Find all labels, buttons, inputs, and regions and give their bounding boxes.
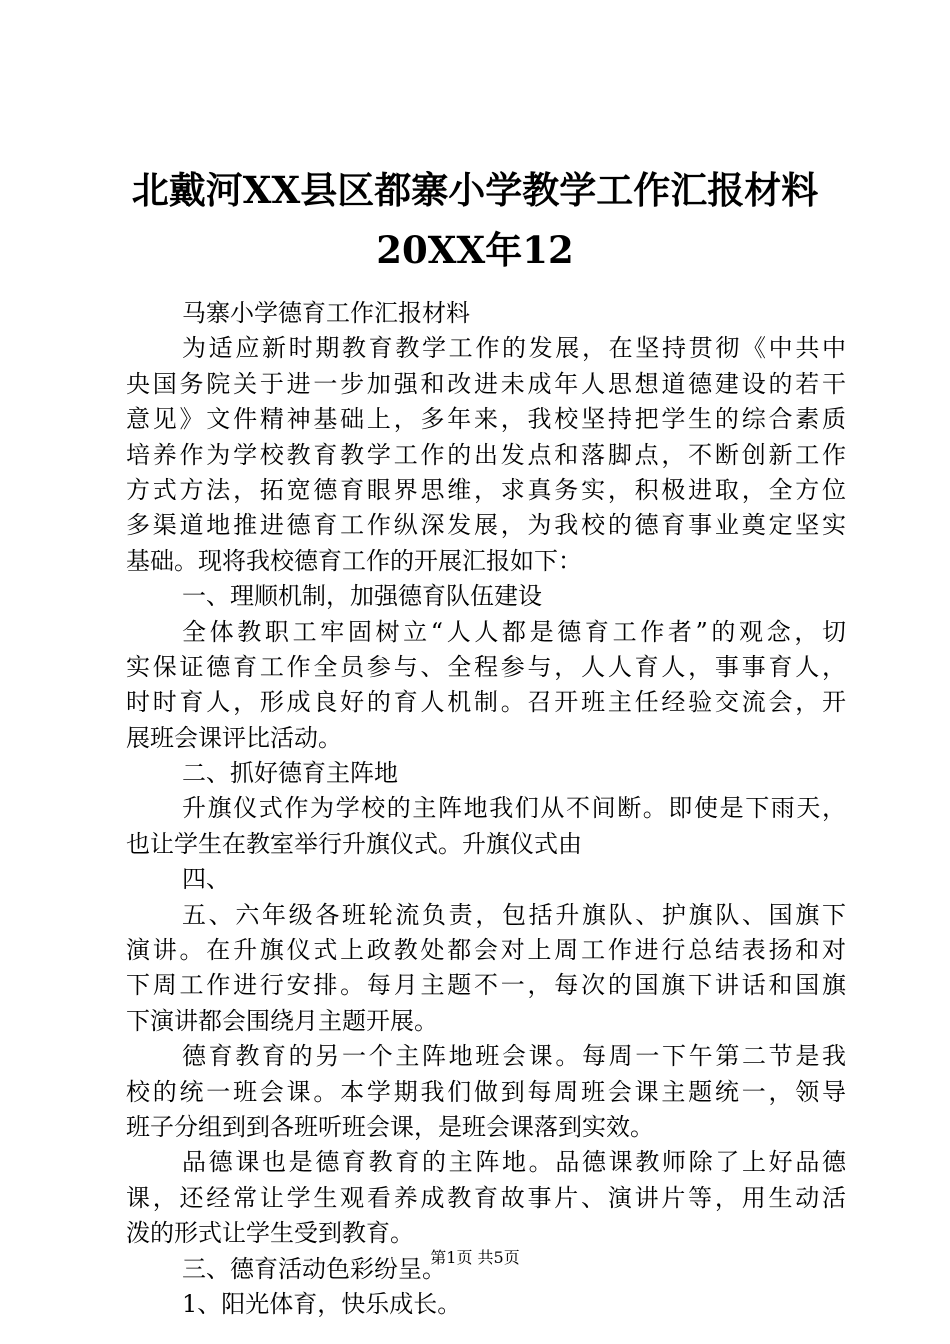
subsection-heading: 1、阳光体育，快乐成长。 [182, 1289, 462, 1318]
paragraph-heading: 马寨小学德育工作汇报材料 [182, 299, 470, 327]
paragraph-line: 五、六年级各班轮流负责，包括升旗队、护旗队、国旗下 [182, 900, 846, 929]
paragraph-line: 方式方法，拓宽德育眼界思维，求真务实，积极进取，全方位 [126, 475, 846, 504]
paragraph-line: 班子分组到到各班听班会课，是班会课落到实效。 [126, 1112, 654, 1141]
document-body [126, 296, 846, 1322]
paragraph-line: 展班会课评比活动。 [126, 723, 342, 752]
paragraph-line: 课，还经常让学生观看养成教育故事片、演讲片等，用生动活 [126, 1183, 846, 1212]
paragraph-line: 演讲。在升旗仪式上政教处都会对上周工作进行总结表扬和对 [126, 936, 846, 965]
paragraph-line: 四、 [182, 865, 230, 894]
paragraph-line: 也让学生在教室举行升旗仪式。升旗仪式由 [126, 829, 582, 858]
paragraph-line: 校的统一班会课。本学期我们做到每周班会课主题统一，领导 [126, 1077, 846, 1106]
section-heading: 二、抓好德育主阵地 [182, 759, 398, 788]
section-heading: 三、德育活动色彩纷呈。 [182, 1254, 446, 1283]
paragraph-line: 德育教育的另一个主阵地班会课。每周一下午第二节是我 [182, 1042, 846, 1071]
paragraph-line: 基础。现将我校德育工作的开展汇报如下： [126, 546, 582, 575]
page-number: 第1页 共5页 [430, 1248, 520, 1267]
paragraph-line: 为适应新时期教育教学工作的发展，在坚持贯彻《中共中 [182, 334, 846, 363]
document-title-date: 20XX年12 [376, 228, 574, 272]
document-title: 北戴河XX县区都寨小学教学工作汇报材料 [131, 168, 819, 212]
paragraph-line: 品德课也是德育教育的主阵地。品德课教师除了上好品德 [182, 1148, 846, 1177]
paragraph-line: 意见》文件精神基础上，多年来，我校坚持把学生的综合素质 [126, 405, 846, 434]
paragraph-line: 泼的形式让学生受到教育。 [126, 1219, 414, 1248]
paragraph-line: 实保证德育工作全员参与、全程参与，人人育人，事事育人， [126, 652, 846, 681]
paragraph-line: 升旗仪式作为学校的主阵地我们从不间断。即使是下雨天， [182, 794, 846, 823]
paragraph-line: 下周工作进行安排。每月主题不一，每次的国旗下讲话和国旗 [126, 971, 846, 1000]
paragraph-line: 下演讲都会围绕月主题开展。 [126, 1006, 438, 1035]
paragraph-line: 央国务院关于进一步加强和改进未成年人思想道德建设的若干 [126, 369, 846, 398]
paragraph-line: 培养作为学校教育教学工作的出发点和落脚点，不断创新工作 [126, 440, 846, 469]
paragraph-line: 多渠道地推进德育工作纵深发展，为我校的德育事业奠定坚实 [126, 511, 846, 540]
section-heading: 一、理顺机制，加强德育队伍建设 [182, 582, 542, 611]
paragraph-line: 全体教职工牢固树立“人人都是德育工作者”的观念，切 [182, 617, 846, 646]
paragraph-line: 时时育人，形成良好的育人机制。召开班主任经验交流会，开 [126, 688, 846, 717]
